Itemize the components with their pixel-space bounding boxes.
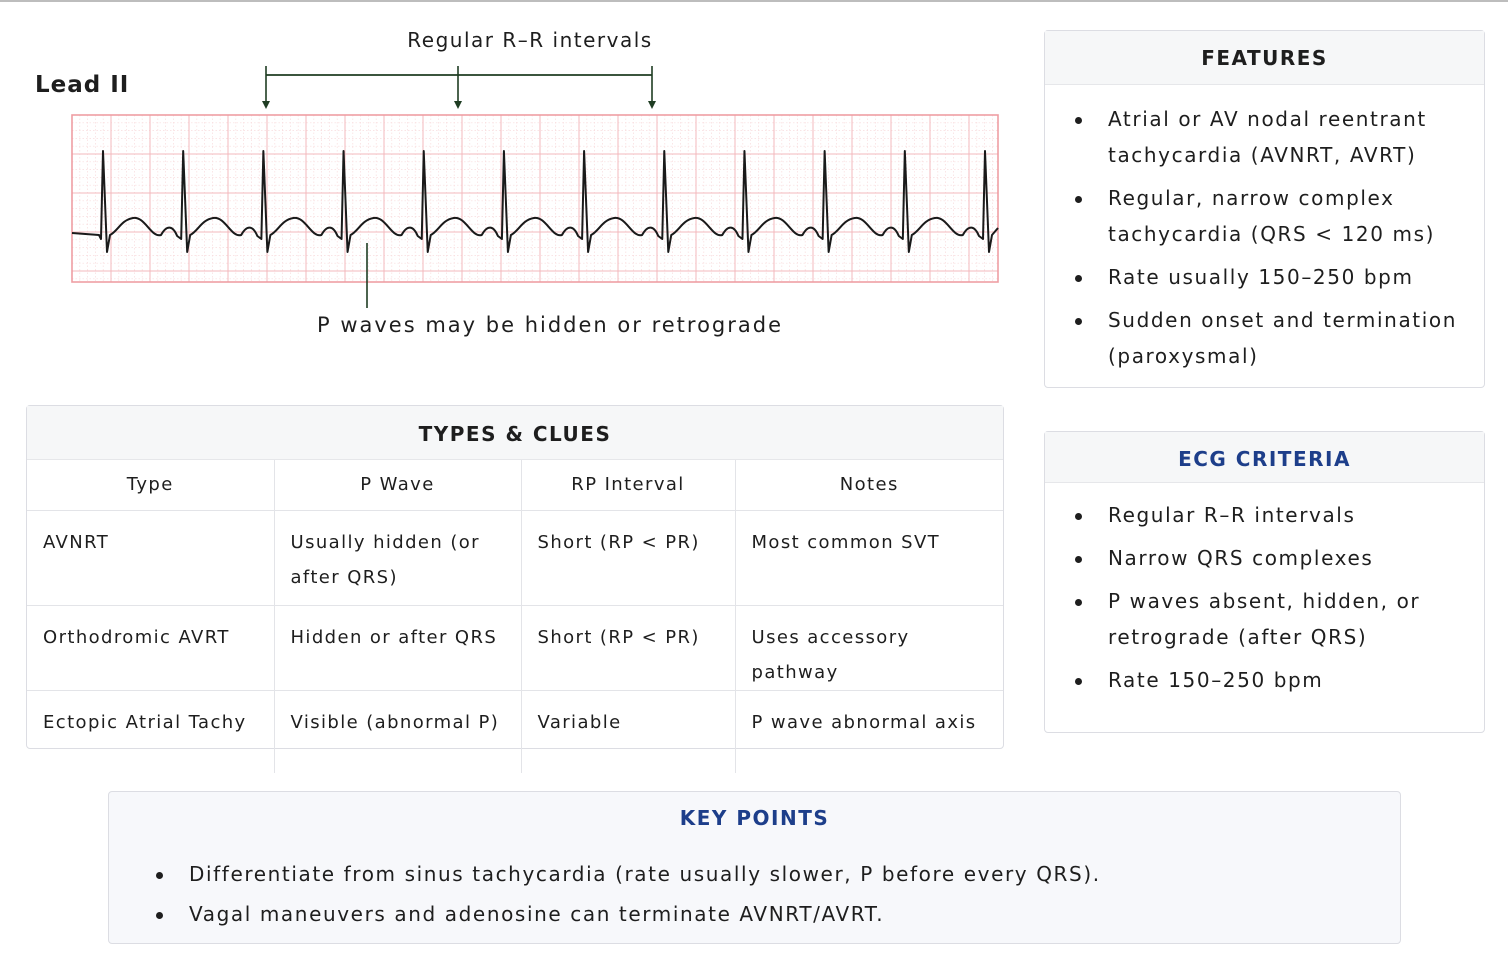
list-item: Vagal maneuvers and adenosine can terminate AVNRT/AVRT. <box>189 894 1101 934</box>
features-title: FEATURES <box>1045 31 1484 85</box>
types-clues-panel <box>26 405 1004 749</box>
table-cell: Visible (abnormal P) <box>274 691 521 774</box>
list-item: Rate usually 150–250 bpm <box>1108 259 1474 295</box>
ecg-criteria-list <box>1045 483 1484 698</box>
column-header: RP Interval <box>521 460 735 511</box>
ecg-strip <box>0 0 1010 320</box>
list-item: Sudden onset and termination (paroxysmal) <box>1108 302 1474 374</box>
list-item: Regular, narrow complex tachycardia (QRS < 120 ms) <box>1108 180 1474 252</box>
ecg-criteria-panel <box>1044 431 1485 733</box>
key-points-title: KEY POINTS <box>679 806 830 830</box>
column-header: P Wave <box>274 460 521 511</box>
table-cell: Uses accessory pathway <box>735 606 1003 691</box>
table-cell: Variable <box>521 691 735 774</box>
key-points-list <box>189 854 1101 934</box>
types-clues-title: TYPES & CLUES <box>27 406 1003 460</box>
key-points-panel <box>108 791 1401 944</box>
table-cell: Orthodromic AVRT <box>27 606 274 691</box>
rr-interval-annotation: Regular R–R intervals <box>407 28 653 52</box>
list-item: P waves absent, hidden, or retrograde (after QRS) <box>1108 583 1474 655</box>
list-item: Rate 150–250 bpm <box>1108 662 1474 698</box>
p-wave-annotation: P waves may be hidden or retrograde <box>317 313 783 337</box>
ecg-trace <box>72 151 998 252</box>
types-table <box>27 460 1003 773</box>
table-cell: AVNRT <box>27 511 274 606</box>
features-panel <box>1044 30 1485 388</box>
table-cell: Ectopic Atrial Tachy <box>27 691 274 774</box>
table-row <box>27 511 1003 606</box>
column-header: Type <box>27 460 274 511</box>
list-item: Regular R–R intervals <box>1108 497 1474 533</box>
list-item: Narrow QRS complexes <box>1108 540 1474 576</box>
table-row <box>27 691 1003 774</box>
table-cell: Hidden or after QRS <box>274 606 521 691</box>
list-item: Atrial or AV nodal reentrant tachycardia (AVNRT, AVRT) <box>1108 101 1474 173</box>
ecg-grid <box>72 115 998 282</box>
column-header: Notes <box>735 460 1003 511</box>
table-cell: Usually hidden (or after QRS) <box>274 511 521 606</box>
list-item: Differentiate from sinus tachycardia (rate usually slower, P before every QRS). <box>189 854 1101 894</box>
table-cell: P wave abnormal axis <box>751 712 977 733</box>
features-list <box>1045 85 1484 374</box>
ecg-criteria-title: ECG CRITERIA <box>1045 432 1484 483</box>
table-cell: Short (RP < PR) <box>521 511 735 606</box>
table-cell: Short (RP < PR) <box>521 606 735 691</box>
rr-bracket <box>262 66 656 109</box>
lead-label: Lead II <box>35 72 130 98</box>
table-header-row <box>27 460 1003 511</box>
table-cell: Most common SVT <box>735 511 1003 606</box>
table-row <box>27 606 1003 691</box>
